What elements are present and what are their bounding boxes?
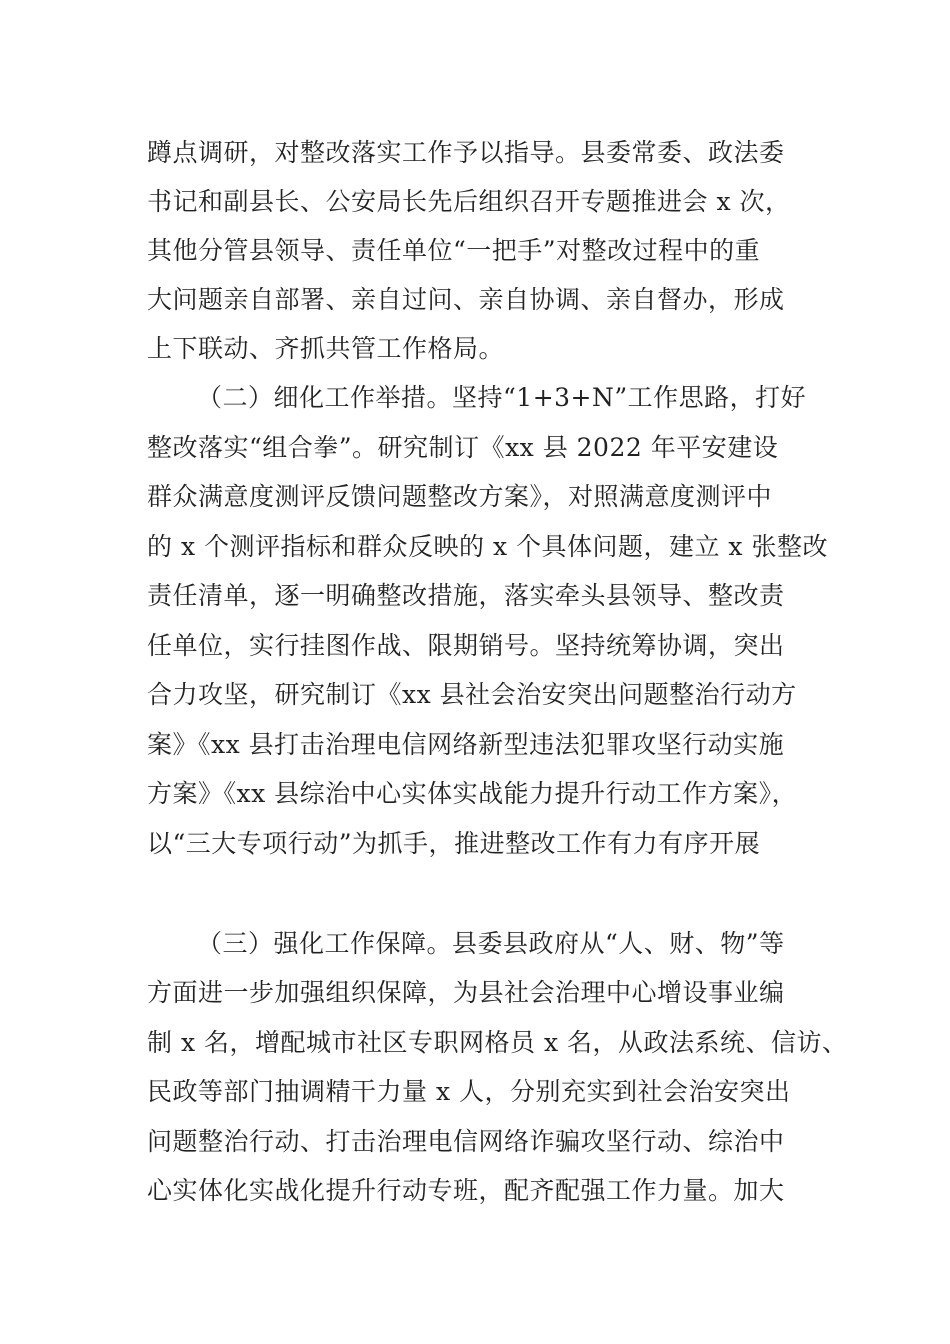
text-line: 以“三大专项行动”为抓手，推进整改工作有力有序开展 xyxy=(147,829,761,858)
text-line: 整改落实“组合拳”。研究制订《xx 县 2022 年平安建设 xyxy=(147,433,779,462)
text-line: 上下联动、齐抓共管工作格局。 xyxy=(147,334,505,363)
paragraph-3-start: （三）强化工作保障。县委县政府从“人、财、物”等 xyxy=(197,929,785,958)
text-line: 大问题亲自部署、亲自过问、亲自协调、亲自督办，形成 xyxy=(147,285,785,314)
text-line: 书记和副县长、公安局长先后组织召开专题推进会 x 次， xyxy=(147,187,791,216)
text-line: 案》《xx 县打击治理电信网络新型违法犯罪攻坚行动实施 xyxy=(147,730,785,759)
text-line: 方案》《xx 县综治中心实体实战能力提升行动工作方案》， xyxy=(147,779,798,808)
text-line: 问题整治行动、打击治理电信网络诈骗攻坚行动、综治中 xyxy=(147,1127,785,1156)
text-line: 责任清单，逐一明确整改措施，落实牵头县领导、整改责 xyxy=(147,581,785,610)
text-line: 群众满意度测评反馈问题整改方案》，对照满意度测评中 xyxy=(147,482,773,511)
text-line: 其他分管县领导、责任单位“一把手”对整改过程中的重 xyxy=(147,236,761,265)
text-line: 蹲点调研，对整改落实工作予以指导。县委常委、政法委 xyxy=(147,138,785,167)
text-line: 合力攻坚，研究制订《xx 县社会治安突出问题整治行动方 xyxy=(147,680,797,709)
text-line: 的 x 个测评指标和群众反映的 x 个具体问题，建立 x 张整改 xyxy=(147,532,828,561)
text-line: 方面进一步加强组织保障，为县社会治理中心增设事业编 xyxy=(147,978,785,1007)
paragraph-2-start: （二）细化工作举措。坚持“1+3+N”工作思路，打好 xyxy=(197,383,807,412)
text-line: 制 x 名，增配城市社区专职网格员 x 名，从政法系统、信访、 xyxy=(147,1028,848,1057)
text-line: 民政等部门抽调精干力量 x 人，分别充实到社会治安突出 xyxy=(147,1077,791,1106)
text-line: 心实体化实战化提升行动专班，配齐配强工作力量。加大 xyxy=(147,1176,785,1205)
text-line: 任单位，实行挂图作战、限期销号。坚持统筹协调，突出 xyxy=(147,631,785,660)
